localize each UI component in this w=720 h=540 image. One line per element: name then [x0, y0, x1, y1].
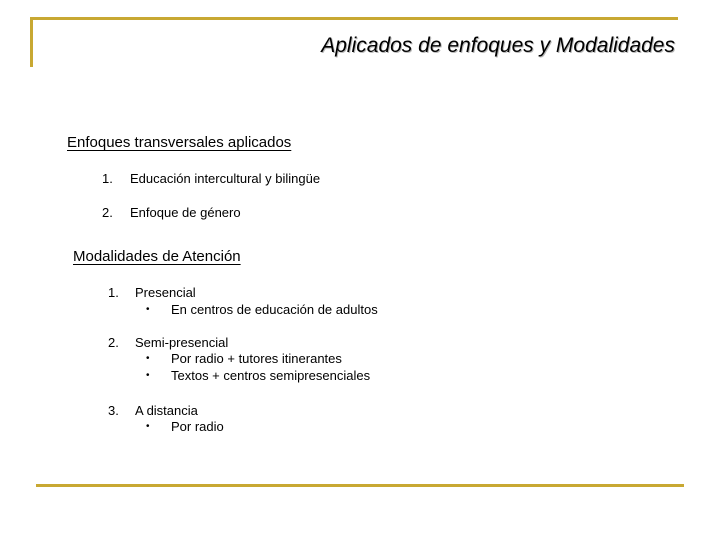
bullet-icon: • [146, 421, 150, 432]
sub-item-text: Textos + centros semipresenciales [171, 368, 371, 383]
frame-left-border [30, 17, 33, 67]
frame-bottom-border [36, 484, 684, 487]
section-heading-enfoques: Enfoques transversales aplicados [67, 134, 292, 151]
sub-item-text: En centros de educación de adultos [171, 302, 378, 317]
list-item-number: 2. [102, 205, 113, 220]
bullet-icon: • [146, 370, 150, 381]
frame-top-border [30, 17, 678, 20]
section-heading-modalidades: Modalidades de Atención [73, 248, 241, 265]
list-item-number: 2. [108, 335, 119, 350]
bullet-icon: • [146, 353, 150, 364]
list-item-number: 1. [108, 285, 119, 300]
frame-right-corner [675, 17, 678, 20]
sub-item-text: Por radio [171, 419, 224, 434]
list-item-number: 3. [108, 403, 119, 418]
list-item-text: Enfoque de género [130, 205, 241, 220]
slide-title: Aplicados de enfoques y Modalidades [321, 34, 675, 57]
list-item-text: Presencial [135, 285, 196, 300]
bullet-icon: • [146, 304, 150, 315]
list-item-number: 1. [102, 171, 113, 186]
sub-item-text: Por radio + tutores itinerantes [171, 351, 342, 366]
list-item-text: Semi-presencial [135, 335, 229, 350]
list-item-text: A distancia [135, 403, 198, 418]
list-item-text: Educación intercultural y bilingüe [130, 171, 321, 186]
